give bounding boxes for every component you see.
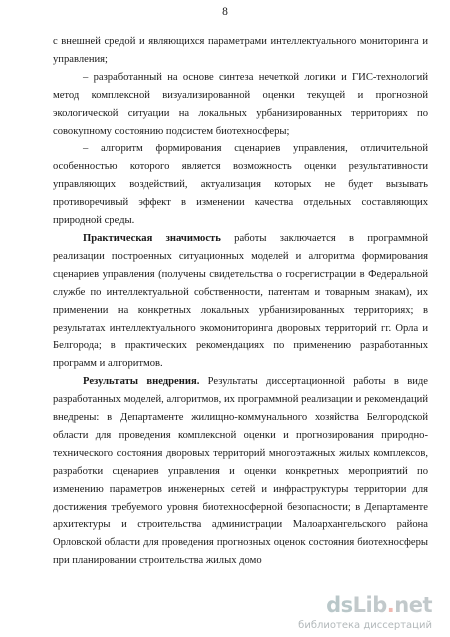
dslib-logo: dsLib.net xyxy=(326,593,432,617)
heading-implementation-results: Результаты внедрения. xyxy=(83,376,200,388)
paragraph-practical-significance xyxy=(53,230,428,373)
paragraph-implementation-text: Результаты диссертационной работы в виде разработанных моделей, алгоритмов, их программной реализации и рекомендаций внедрены: в Департаменте жилищно-коммунального хозяйства Белгородской области для проведения комплексной оценки и прогнозирования природно-технического состояния дворовых территорий многоэтажных жилых комплексов, разработки сценариев управления и оценки конкретных мероприятий по изменению параметров инженерных сетей и инфраструктуры территории для достижения требуемого уровня биотехносферной безопасности; в Департаменте архитектуры и строительства администрации Малоархангельского района Орловской области для проведения прогнозных оценок состояния биотехносферы при планировании строительства жилых домо xyxy=(53,376,428,567)
page-number: 8 xyxy=(222,6,228,18)
dslib-watermark xyxy=(298,593,436,631)
paragraph-algorithm: – алгоритм формирования сценариев управления, отличительной особенностью которого является возможность оценки результативности управляющих воздействий, актуализация которых не будет вызывать противоречивый эффект в изменении качества отдельных составляющих природной среды. xyxy=(53,143,428,227)
dslib-tagline: библиотека диссертаций xyxy=(298,620,432,631)
paragraph-practical-text: работы заключается в программной реализации построенных ситуационных моделей и алгоритма формирования сценариев управления (получены свидетельства о госрегистрации в Федеральной службе по интеллектуальной собственности, патентам и товарным знакам), их применении на конкретных локальных урбанизированных территориях; в результатах интеллектуального экомониторинга дворовых территорий гг. Орла и Белгорода; в практических рекомендациях по применению разработанных программ и алгоритмов. xyxy=(53,232,428,370)
page-body xyxy=(53,33,428,570)
paragraph-continuation: с внешней средой и являющихся параметрами интеллектуального мониторинга и управления; xyxy=(53,36,428,65)
paragraph-implementation-results xyxy=(53,373,428,570)
paragraph-method: – разработанный на основе синтеза нечеткой логики и ГИС-технологий метод комплексной визуализированной оценки текущей и прогнозной экологической ситуации на локальных урбанизированных территориях по совокупному состоянию подсистем биотехносферы; xyxy=(53,71,428,137)
heading-practical-significance: Практическая значимость xyxy=(83,232,221,244)
